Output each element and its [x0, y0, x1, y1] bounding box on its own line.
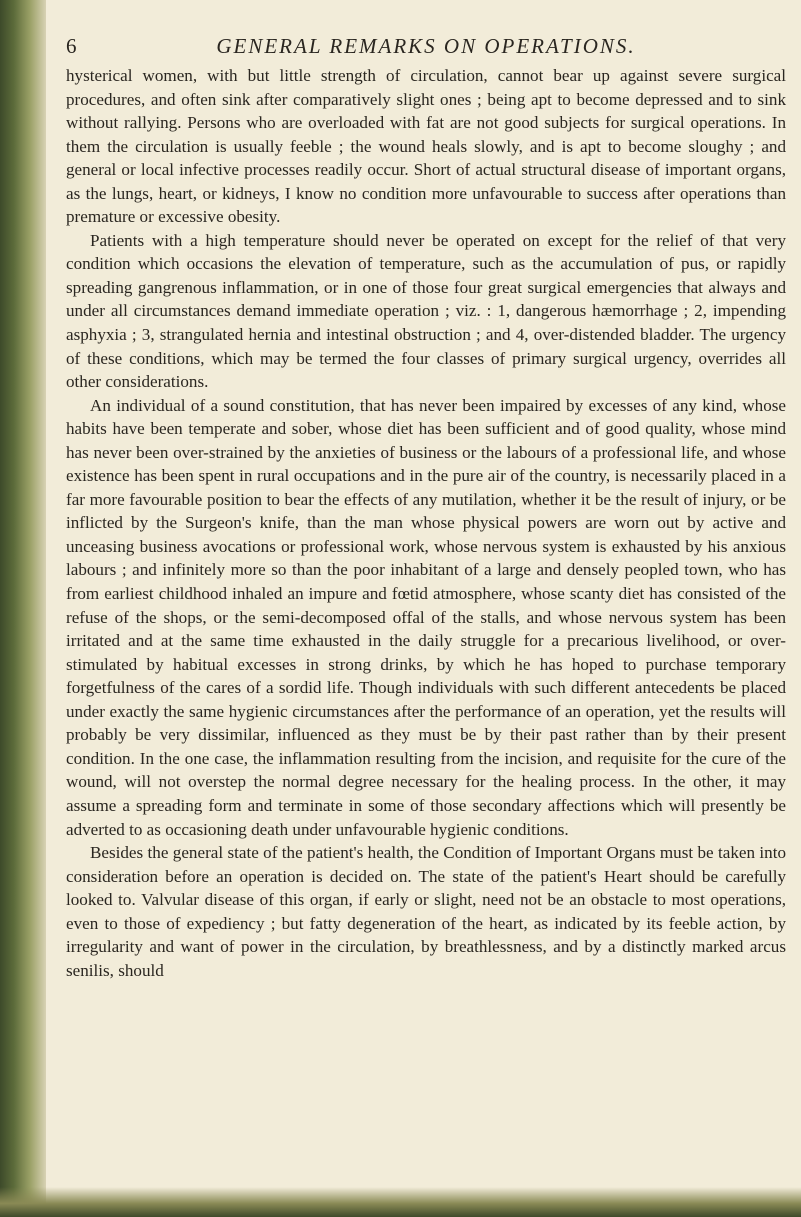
page-header	[66, 28, 786, 64]
body-text	[66, 64, 786, 982]
page-number: 6	[66, 34, 78, 58]
book-gutter-shadow	[0, 0, 46, 1217]
page-bottom-edge	[0, 1187, 801, 1217]
book-page	[66, 28, 786, 982]
paragraph: Besides the general state of the patient's health, the Condition of Important Organs must be taken into consideration before an operation is decided on. The state of the patient's Heart should be carefully looked to. Valvular disease of this organ, if early or slight, need not be an obstacle to most operations, even to those of expediency ; but fatty degeneration of the heart, as indicated by its feeble action, by irregularity and want of power in the circulation, by breathlessness, and by a distinctly marked arcus senilis, should	[66, 843, 786, 980]
paragraph: Patients with a high temperature should never be operated on except for the relief of that very condition which occasions the elevation of temperature, such as the accumulation of pus, or rapidly spreading gangrenous inflammation, or in one of those four great surgical emergencies that always and under all circumstances demand immediate operation ; viz. : 1, dangerous hæmorrhage ; 2, impending asphyxia ; 3, strangulated hernia and intestinal obstruction ; and 4, over-distended bladder. The urgency of these conditions, which may be termed the four classes of primary surgical urgency, overrides all other considerations.	[66, 230, 786, 392]
paragraph: An individual of a sound constitution, that has never been impaired by excesses of any kind, whose habits have been temperate and sober, whose diet has been sufficient and of good quality, whose mind has never been over-strained by the anxieties of business or the labours of a professional life, and whose existence has been spent in rural occupations and in the pure air of the country, is necessarily placed in a far more favourable position to bear the effects of any mutilation, whether it be the result of injury, or be inflicted by the Surgeon's knife, than the man whose physical powers are worn out by active and unceasing business avocations or professional work, whose nervous system is exhausted by his anxious labours ; and infinitely more so than the poor inhabitant of a large and densely peopled town, who has from earliest childhood inhaled an impure and fœtid atmosphere, whose scanty diet has consisted of the refuse of the shops, or the semi-decomposed offal of the stalls, and whose nervous system has been irritated and at the same time exhausted in the daily struggle for a precarious livelihood, or over-stimulated by habitual excesses in strong drinks, by which he has hoped to purchase temporary forgetfulness of the cares of a sordid life. Though individuals with such different antecedents be placed under exactly the same hygienic circumstances after the performance of an operation, yet the results will probably be very dissimilar, influenced as they must be by their past rather than by their present condition. In the one case, the inflammation resulting from the incision, and requisite for the cure of the wound, will not overstep the normal degree necessary for the healing process. In the other, it may assume a spreading form and terminate in some of those secondary affections which will presently be adverted to as occasioning death under unfavourable hygienic conditions.	[66, 395, 786, 839]
paragraph: hysterical women, with but little strength of circulation, cannot bear up against severe surgical procedures, and often sink after comparatively slight ones ; being apt to become depressed and to sink without rallying. Persons who are overloaded with fat are not good subjects for surgical operations. In them the circulation is usually feeble ; the wound heals slowly, and is apt to become sloughy ; and general or local infective processes readily occur. Short of actual structural disease of important organs, as the lungs, heart, or kidneys, I know no condition more unfavourable to success after operations than premature or excessive obesity.	[66, 66, 786, 227]
running-title: GENERAL REMARKS ON OPERATIONS.	[216, 34, 636, 58]
